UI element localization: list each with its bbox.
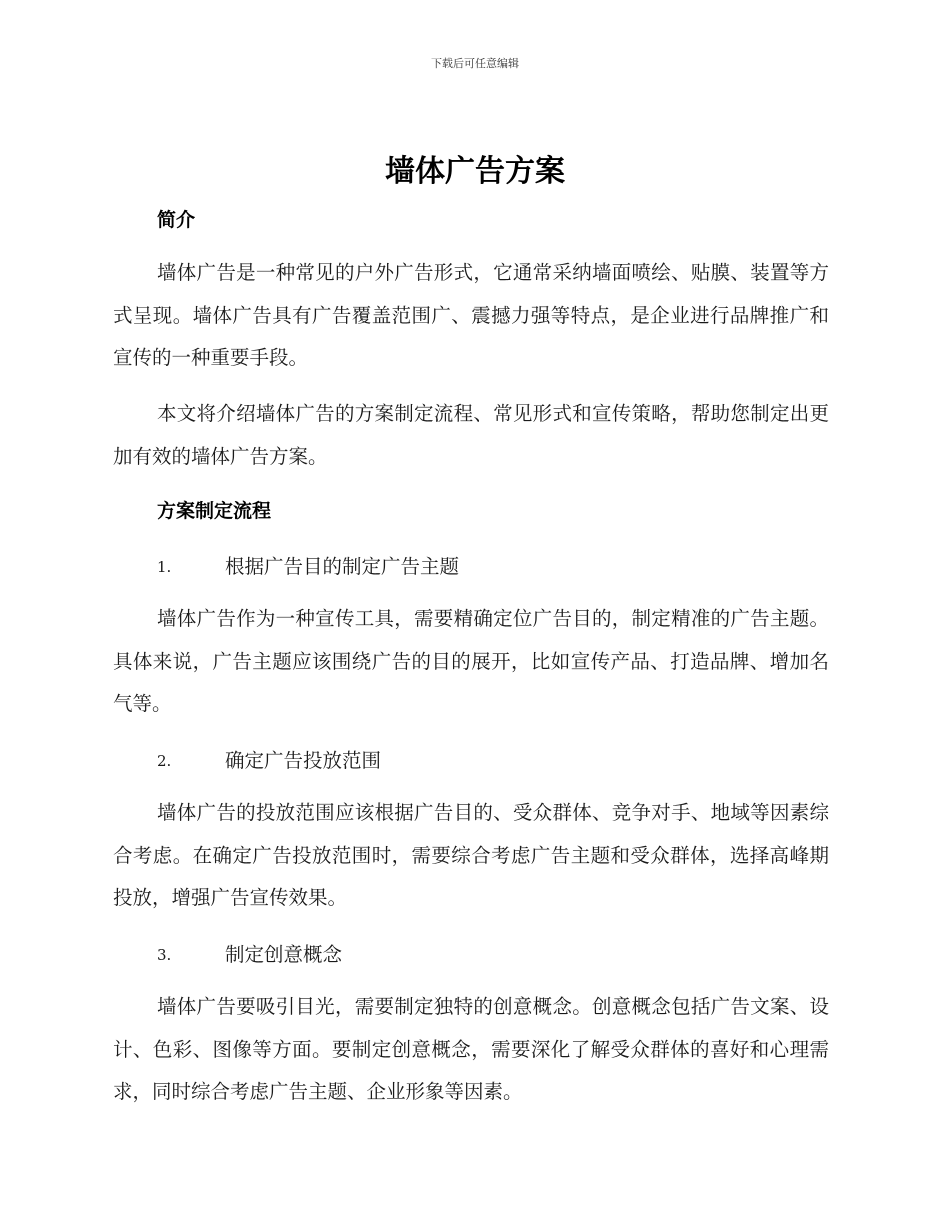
- step-number: 1.: [157, 558, 172, 576]
- step-title: 制定创意概念: [225, 943, 343, 966]
- page-header-note: 下载后可任意编辑: [431, 57, 519, 70]
- step-2-paragraph: 墙体广告的投放范围应该根据广告目的、受众群体、竞争对手、地域等因素综合考虑。在确定广告投放范围时，需要综合考虑广告主题和受众群体，选择高峰期投放，增强广告宣传效果。: [113, 801, 829, 909]
- section-heading-process: 方案制定流程: [157, 500, 272, 522]
- intro-paragraph-1: 墙体广告是一种常见的户外广告形式，它通常采纳墙面喷绘、贴膜、装置等方式呈现。墙体广告具有广告覆盖范围广、震撼力强等特点，是企业进行品牌推广和宣传的一种重要手段。: [113, 261, 829, 369]
- step-title: 根据广告目的制定广告主题: [225, 555, 460, 578]
- step-number: 3.: [157, 946, 172, 964]
- step-3-paragraph: 墙体广告要吸引目光，需要制定独特的创意概念。创意概念包括广告文案、设计、色彩、图像等方面。要制定创意概念，需要深化了解受众群体的喜好和心理需求，同时综合考虑广告主题、企业形象等因素。: [113, 995, 829, 1103]
- section-heading-intro: 简介: [157, 209, 196, 231]
- step-number: 2.: [157, 752, 172, 770]
- intro-paragraph-2: 本文将介绍墙体广告的方案制定流程、常见形式和宣传策略，帮助您制定出更加有效的墙体广告方案。: [113, 402, 829, 468]
- step-title: 确定广告投放范围: [225, 749, 382, 772]
- step-1-paragraph: 墙体广告作为一种宣传工具，需要精确定位广告目的，制定精准的广告主题。具体来说，广告主题应该围绕广告的目的展开，比如宣传产品、打造品牌、增加名气等。: [113, 607, 829, 715]
- document-title: 墙体广告方案: [385, 154, 565, 189]
